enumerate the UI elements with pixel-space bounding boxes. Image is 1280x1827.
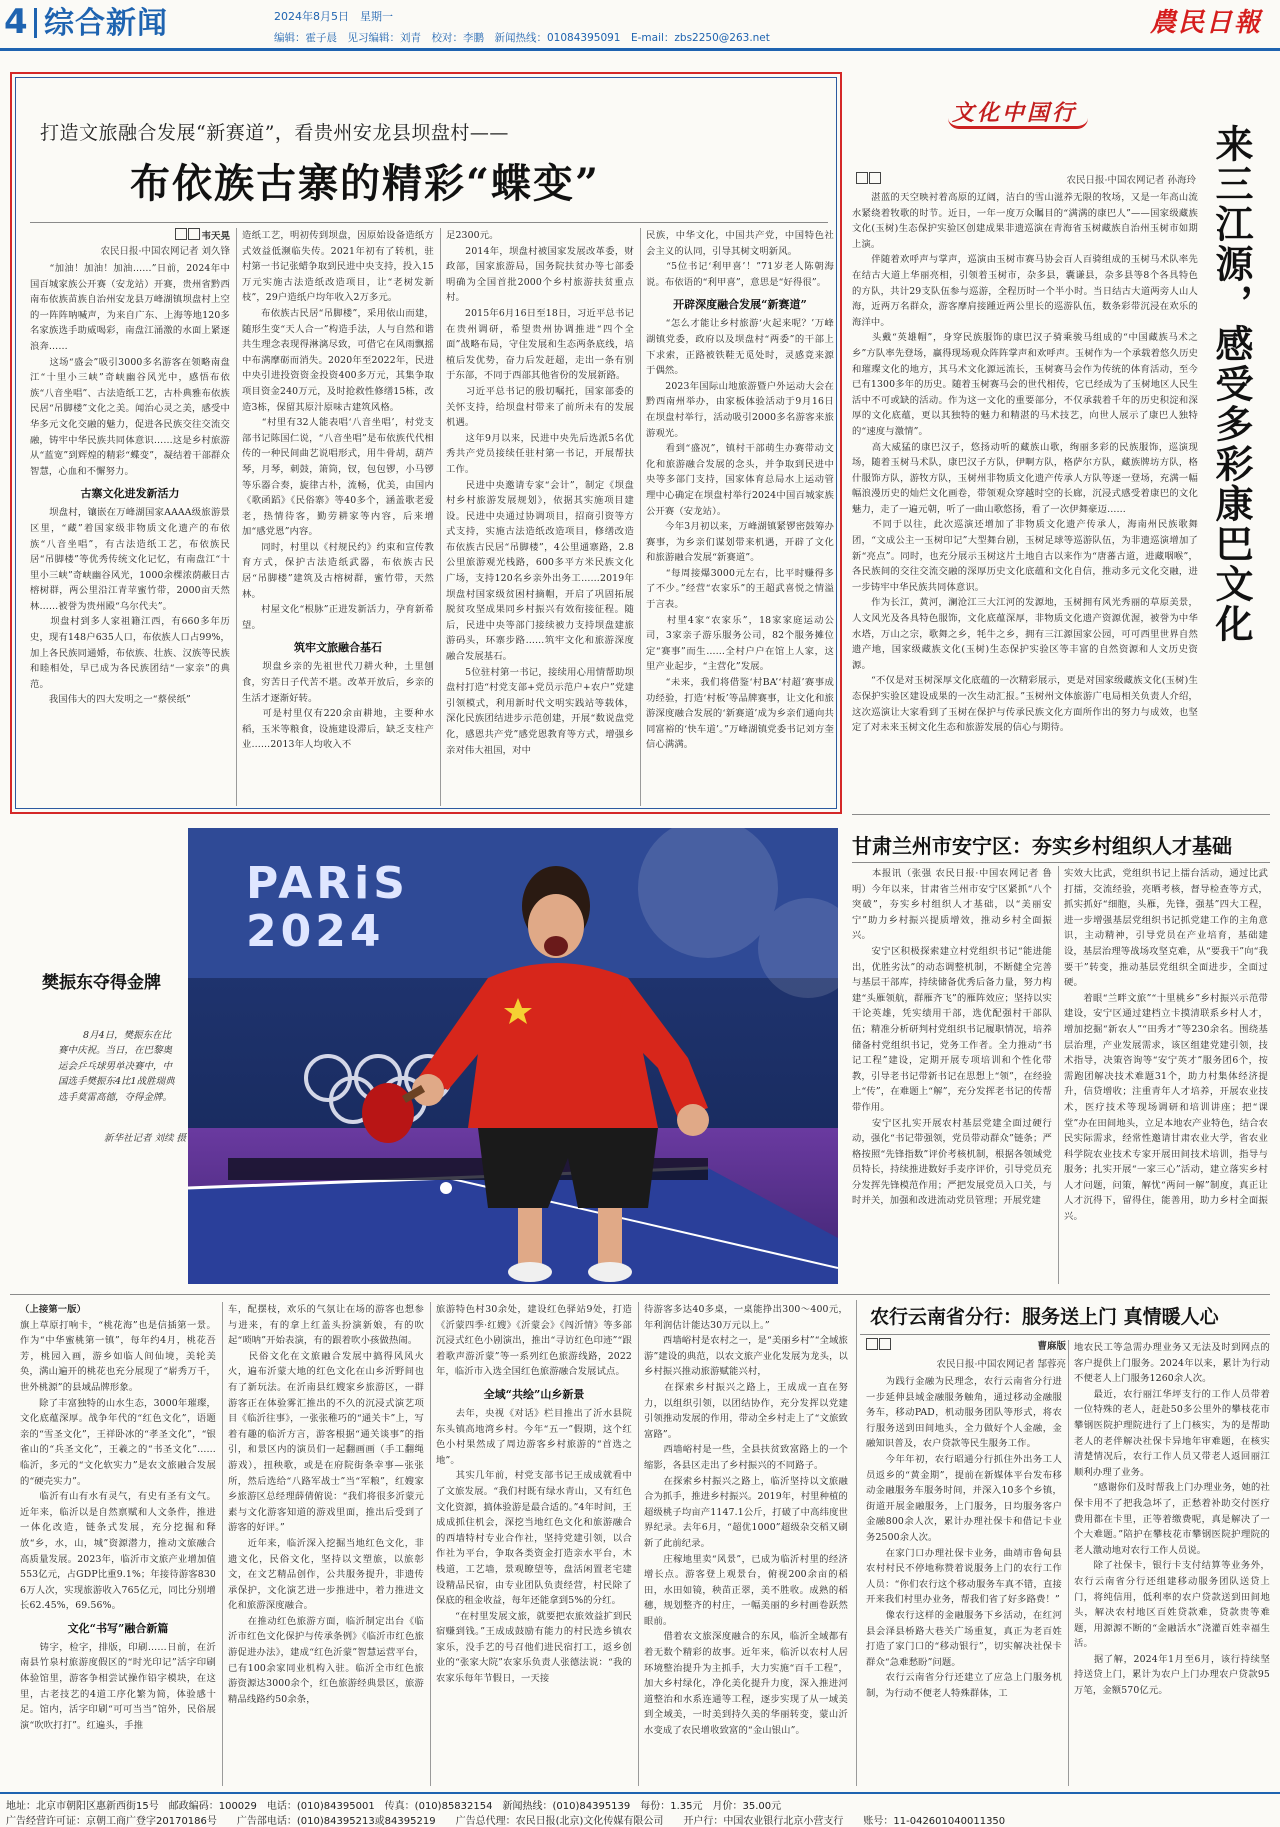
culture-logo-text: 文化中国行 <box>952 100 1078 126</box>
culture-body-col <box>852 190 1198 810</box>
lead-body-1b: 坝盘村，镶嵌在万峰湖国家AAAA级旅游景区里，“藏”着国家级非物质文化遗产的布依族“八音坐唱”，有古法造纸工艺，布依族民居“吊脚楼”等优秀传统文化记忆，有南盘江“十里小三峡”奇峡幽谷风光，1000余棵浓荫蔽日古榕树群，两公里沿江青苹蜜竹带，2000亩天然林……被誉为贵州殿“乌尔代夫”。 坝盘村到多人家祖籍江西，有660多年历史，现有148户635人口，布依族人口占99%，加上各民族同通婚，布依族、壮族、汉族等民族和睦相处，早已成为各民族团结“一家亲”的典范。 我国伟大的四大发明之一“蔡侯纸” <box>30 507 230 706</box>
lead-subhead-3: 开辟深度融合发展“新赛道” <box>673 298 807 312</box>
photo-caption-text: 8月4日，樊振东在比赛中庆祝。当日，在巴黎奥运会乒乓球男单决赛中，中国选手樊振东4比1战胜瑞典选手莫雷高德，夺得金牌。 <box>58 1029 175 1103</box>
yunnan-col-1 <box>866 1374 1062 1786</box>
cont-subhead-1: 文化“书写”融合新篇 <box>67 1621 169 1635</box>
cont-col-rule <box>222 1302 223 1786</box>
photo-caption <box>58 1012 176 1105</box>
culture-byline-text: 农民日报·中国农网记者 孙海玲 <box>1066 175 1196 186</box>
page-header <box>0 0 1280 56</box>
gansu-body-1: 本报讯（张强 农民日报·中国农网记者 鲁明）今年以来，甘肃省兰州市安宁区紧抓“八个突破”，夯实乡村组织人才基础，以“美丽安宁”助力乡村振兴提质增效，推动乡村全面振兴。 安宁区积极探索建立村党组织书记“能进能出，优胜劣汰”的动态调整机制，不断健全完善与基层干部库，持续储备优秀后备力量，努力构建“头雁领航，群雁齐飞”的雁阵效应；坚持以实干论英雄，凭实绩用干部，选优配强村干部队伍；精准分析研判村党组织书记履职情况，培养储备村党组织书记，党务工作者。全力推动“书记工程”建设，定期开展专项培训和个性化带教，引导老书记带新书记在思想上“领”，在经验上“传”，在难题上“解”，充分发挥老书记的传帮带作用。 安宁区扎实开展农村基层党建全面过硬行动，强化“书记带强领，党员带动群众”链条；严格按照“先锋指数”评价考核机制，根据各领域党员特长，持续推进数好手麦序评价，引导党员充分发挥先锋模范作用；严把发展党员入口关，与时并关，加强和改进流动党员管理；开展党建 <box>852 868 1052 1207</box>
culture-column-logo <box>948 96 1098 136</box>
photo-placeholder-box <box>879 1338 891 1350</box>
cont-body-4: 待游客多达40多桌，一桌能挣出300～400元，年利润估计能达30万元以上。” 西墙峪村是农村之一，是“美丽乡村”“全域旅游”建设的典范，以农文旅产业化发展为龙头，以乡村振兴推动旅游赋能兴村， 在探索乡村振兴之路上，王成成一直在努力，以组织引领，以团结协作，充分发挥以党建引领推动发展的作用，带动全乡村走上了“文旅致富路”。 西墙峪村是一些，全县扶贫致富路上的一个缩影，各县区走出了乡村振兴的不同路子。 <box>644 1304 848 1471</box>
cont-col-rule <box>638 1302 639 1786</box>
culture-bottom-rule <box>852 814 1270 815</box>
gansu-body-2: 实效大比武，党组织书记上擂台活动，通过比武打擂，交流经验，亮晒考核，督导检查等方式，抓实抓好“细胞，头雁，先锋，强基”四大工程，进一步增强基层党组织书记抓党建工作的主角意识，主动精神，引导党员在产业培育，基础建设，基层治理等战场攻坚克难，从“要我干”向“我要干”转变，推动基层党组织全面进步，全面过硬。 着眼“兰畔文旅”“十里桃乡”乡村振兴示范带建设，安宁区通过建档立卡摸清联系乡村人才，增加挖掘“新农人”“田秀才”等230余名。围绕基层治理，产业发展需求，该区组建党建引领，技术指导，决策咨询等“安宁英才”服务团6个，按需跑团解决技术难题31个，助力村集体经济提升，信贷增收；注重青年人才培养，开展农业技术，医疗技术等现场调研和培训讲座；把“课堂”办在田间地头，立足本地农产业特色，结合农民实际需求，经常性邀请甘肃农业大学，省农业科学院农业技术专家开展田间技术培训，指导与服务；扎实开展“一家三心”活动，建立落实乡村人才问题，问策，解忧“两问一解”制度，真正让人才沉得下，留得住，能善用，助力乡村全面振兴。 <box>1064 868 1268 1223</box>
photo-placeholder-box <box>175 228 187 240</box>
cont-body-1b: 铸字，检字，排版，印刷……日前，在沂南县竹泉村旅游度假区的“时光印记”活字印刷体验馆里，游客争相尝试操作铅字模块，在这里，古老技艺的4道工序化繁为简，体验感十足。馆内，活字印刷“可可当当”馆外，民俗展演“吹吹打打”。红遍头，手推 <box>20 1641 216 1731</box>
cont-col-3 <box>436 1302 632 1786</box>
photo-image <box>188 828 838 1284</box>
lead-col-rule <box>236 228 237 806</box>
lead-col-4 <box>646 228 834 808</box>
footer-rule <box>0 1792 1280 1794</box>
lead-col-1 <box>30 228 230 808</box>
yunnan-headline-rule <box>860 1334 1270 1335</box>
lead-byline-name <box>30 228 230 240</box>
lead-col-rule <box>640 228 641 806</box>
photo-placeholder-box <box>856 172 868 184</box>
mid-page-rule <box>10 1294 1270 1295</box>
cont-label: （上接第一版） <box>20 1304 87 1315</box>
lead-col-2 <box>242 228 434 808</box>
lead-body-2b: 坝盘乡亲的先祖世代刀耕火种，土里刨食，穷苦日子代苦不堪。改革开放后，乡亲的生活才逐渐好转。 可是村里仅有220余亩耕地，主要种水稻，玉米等粮食，设施建设滞后，缺乏支柱产业……2013年人均收入不 <box>242 661 434 751</box>
cont-col-2 <box>228 1302 424 1786</box>
cont-body-3: 旅游特色村30余处，建设红色驿站9处，打造《沂蒙四季·红嫂》《沂蒙会》《闯沂情》等多部沉浸式红色小剧演出，推出“寻访红色印迹”“跟着歌声游沂蒙”等一系列红色旅游线路，2022年，临沂市入选全国红色旅游融合发展试点。 <box>436 1304 632 1378</box>
lead-body-3: 足2300元。 2014年，坝盘村被国家发展改革委，财政部，国家旅游局，国务院扶贫办等七部委明确为全国首批2000个乡村旅游扶贫重点村。 2015年6月16日至18日，习近平总书记在贵州调研，希望贵州协调推进“四个全面”战略布局，守住发展和生态两条底线，培植后发优势，奋力后发赶超，走出一条有别于东部，不同于西部其他省份的发展新路。 习近平总书记的殷切嘱托，国家部委的关怀支持，给坝盘村带来了前所未有的发展机遇。 这年9月以来，民进中央先后选派5名优秀共产党员接续任驻村第一书记，开展帮扶工作。 民进中央邀请专家“会计”，制定《坝盘村乡村旅游发展规划》，依据其实施项目建设。民进中央通过协调项目，招商引资等方式支持，实施古法造纸改造项目，修缮改造布依族古民居“吊脚楼”，4公里通寨路，2.8公里旅游观光栈路，600多平方米民族文化广场，支持120名乡亲外出务工……2019年坝盘村国家级贫困村摘帽，开启了巩固拓展脱贫攻坚成果同乡村振兴有效衔接征程。随后，民进中央等部门接续被力支持坝盘建旅游码头，环寨步路……筑牢文化和旅游深度融合发展基石。 5位驻村第一书记，接续用心用情帮助坝盘村打造“村党支部+党员示范户+农户”党建引领模式，利用新时代文明实践站等载体，深化民族团结进步示范创建，开展“数说盘党化，感恩共产党”感党恩教育等方式，增强乡亲对伟大祖国，对中 <box>446 230 634 756</box>
cont-body-4b: 在探索乡村振兴之路上，临沂坚持以文旅融合为抓手，推进乡村振兴。2019年，村里种植的超级桃子均亩产1147.1公斤，打破了中高纬度世界纪录。去年6月，“超优1000”超级杂交稻又刷新了此前纪录。 庄稼地里卖“风景”，已成为临沂村里的经济增长点。游客登上观景台，俯视200余亩的稻田，水田如镜，秧苗正翠，美不胜收。成熟的稻穗，规划整齐的村庄，一幅美丽的乡村画卷跃然眼前。 借着农文旅深度融合的东风，临沂全域都有着无数个精彩的故事。近年来，临沂以农村人居环境整治提升为主抓手，大力实施“百千工程”，加大乡村绿化，净化美化提升力度，深入推进河道整治和水系连通等工程，逐步实现了从一域美到全域美，一时美到持久美的华丽转变，蒙山沂水变成了农民增收致富的“金山银山”。 <box>644 1475 848 1737</box>
photo-placeholder-box <box>869 172 881 184</box>
issue-date: 2024年8月5日 星期一 <box>274 10 393 23</box>
lead-col-rule <box>440 228 441 806</box>
lead-body-4b: “怎么才能让乡村旅游‘火起来呢？’万峰湖镇党委，政府以及坝盘村“两委”的干部上下求索，正路被铁鞋无觅处时，灵感竟来源于偶然。 2023年国际山地旅游暨户外运动大会在黔西南州举办，由家板体验活动于9月16日在坝盘村举行，活动吸引2000多名游客来旅游观光。 看到“盛况”，镇村干部萌生办赛带动文化和旅游融合发展的念头，并争取到民进中央等多部门支持，国家体育总局水上运动管理中心确定在坝盘村举行2024中国百城家族公开赛（安龙站）。 今年3月初以来，万峰湖镇紧锣密鼓筹办赛事，为乡亲们谋划带来机遇，开辟了文化和旅游融合发展“新赛道”。 “每周接爆3000元左右，比平时赚得多了不少。”经营“农家乐”的王超武喜悦之情溢于言表。 村里4家“农家乐”，18家家庭运动公司，3家亲子游乐服务公司，82个服务摊位定“赛事”而生……全村户户在馆上人家，这里产业起步，“主营化”发展。 “未来，我们将借鉴‘村BA’‘村超’赛事成功经验，打造‘村板’等品牌赛事，让文化和旅游深度融合发展的‘新赛道’成为乡亲们通向共同富裕的‘快车道’。”万峰湖镇党委书记刘方奎信心满满。 <box>646 318 834 751</box>
lead-kicker: 打造文旅融合发展“新赛道”，看贵州安龙县坝盘村—— <box>40 122 509 144</box>
cont-col-4 <box>644 1302 848 1786</box>
lead-body-4: 民族，中华文化，中国共产党，中国特色社会主义的认同，引导其树文明新风。 “5位书记‘利甲喜’！”71岁老人陈朝海说。布依语的“利甲喜”，意思是“好得很”。 <box>646 230 834 288</box>
yunnan-byline: 农民日报·中国农网记者 郜蓉亮 <box>936 1359 1066 1370</box>
yunnan-col-rule <box>1068 1340 1069 1786</box>
photo-credit: 新华社记者 刘续 摄 <box>103 1133 186 1144</box>
gansu-headline: 甘肃兰州市安宁区：夯实乡村组织人才基础 <box>852 834 1232 858</box>
photo-placeholder-box <box>188 228 200 240</box>
yunnan-left-rule <box>856 1300 857 1786</box>
cont-col-rule <box>430 1302 431 1786</box>
lead-body-2: 造纸工艺，明初传到坝盘，因原始设备造纸方式效益低濒临失传。2021年初有了转机，驻村第一书记张蜡争取到民进中央支持，投入15万元实施古法造纸改造项目，让“老树发新枝”，29户造纸户均年收入2万多元。 布依族古民居“吊脚楼”，采用依山而建，随形生变“天人合一”构造手法，人与自然和谐共生理念表现得淋漓尽致，可借它在风雨飘摇中布满摩砺而消失。2020年至2022年，民进中央引进投资资金投资400多万元，其集争取项目资金240万元，及时抢救性修缮15栋，改造3栋，保留其原汁原味古建筑风格。 “村里有32人能表唱‘八音坐唱’，村党支部书记陈国仁说，“八音坐唱”是布依族代代相传的一种民间曲艺说唱形式，用牛骨胡，葫芦琴，月琴，刺鼓，箫筒，钗，包包锣，小马锣等乐器合奏，旋律古朴，流畅，优美，由国内《歌函蹈》《民俗寨》等40多个，涵盖歌老爱老，热情待客，勤劳耕家等内容，后来增加“感党恩”内容。 同时，村里以《村规民约》约束和宣传教育方式，保护古法造纸武器，布依族古民居“吊脚楼”建筑及古榕树群，蜜竹带，天然林。 村屋文化“根脉”正进发新活力，孕育新希望。 <box>242 230 434 631</box>
yunnan-body-2: 地农民工等急需办理业务又无法及时到网点的客户提供上门服务。2024年以来，累计为行动不便老人上门服务1260余人次。 最近，农行丽江华坪支行的工作人员带着一位特殊的老人，赶赴50多公里外的攀枝花市攀钢医院护理院进行了上门核实，为的是帮助老人的老伴解决社保卡异地年审难题，在核实清楚情况后，农行工作人员又带老人返回丽江顺利办理了业务。 “感谢你们及时帮我上门办理业务，她的社保卡用不了把我急坏了，正愁着补助交付医疗费用都在卡里，正等着缴费呢，真是解决了一个大难题。”陪护在攀枝花市攀钢医院护理院的老人激动地对农行工作人员说。 除了社保卡，银行卡支付结算等业务外，农行云南省分行还组建移动服务团队送贷上门，将纯信用，低利率的农户贷款送到田间地头，解决农村地区百姓贷款难，贷款贵等难题，用源源不断的“金融活水”浇灌百姓幸福生活。 据了解，2024年1月至6月，该行持续坚持送贷上门，累计为农户上门办理农户贷款95万笔，金额570亿元。 <box>1074 1342 1270 1697</box>
cont-body-2: 车，配摆枝，欢乐的气氛让在场的游客也想参与进来，有的拿上红盖头扮演新娘，有的吹起“唢呐”开始表演，有的跟着吹小孩做热闹。 民俗文化在文旅融合发展中搞得风风火火，遍布沂蒙大地的红色文化在山乡沂野间也有了新玩法。在沂南县红嫂家乡旅游区，一群游客正在体验雾汇推出的不久的沉浸式演艺项目《临沂往事》，一张张稚巧的“通关卡”上，写着有趣的临沂方言，游客根据“通关谈事”的指引，和景区内的演员们一起翻画画（手工翻绳游戏），扭秧歌，或是在府院街条幸事—张张所，然后选给“八路军战士”当“军粮”，红嫂家乡旅游区总经理薛倩俯说：“我们将很多沂蒙元素与文化游客知道的游戏里面，推出后受到了游客的好评。” 近年来，临沂深入挖掘当地红色文化，非遗文化，民俗文化，坚持以文塑旅，以旅彰文，在文艺精品创作，公共服务提升，非遗传承保护，文化演艺进一步推进中，着力推进文化和旅游深度融合。 在推动红色旅游方面，临沂制定出台《临沂市红色文化保护与传承条例》《临沂市红色旅游促进办法》，建成“红色沂蒙”智慧运营平台，已有100余家同业机构入驻。临沂全市红色旅游资源达3000余个，红色旅游经典景区，旅游精品线路约50余条， <box>228 1304 424 1705</box>
paris-2024-banner: PARiS <box>246 858 409 909</box>
lead-headline-rule <box>30 222 828 223</box>
section-title: 综合新闻 <box>44 6 168 41</box>
footer-address: 地址：北京市朝阳区惠新西街15号 邮政编码：100029 电话：(010)84395001 传真：(010)85832154 新闻热线：(010)84395139 每份：1.35元 月价：35.00元 <box>6 1801 782 1812</box>
lead-subhead-1: 古寨文化进发新活力 <box>80 487 180 501</box>
reporter-name: 韦天晃 <box>201 231 230 242</box>
page-number-bar <box>34 8 37 38</box>
yunnan-headline: 农行云南省分行：服务送上门 真情暖人心 <box>870 1306 1219 1328</box>
lead-col-3 <box>446 228 634 808</box>
cont-subhead-2: 全域“共绘”山乡新景 <box>483 1387 585 1401</box>
masthead-logo: 農民日報 <box>1150 8 1263 38</box>
gansu-col-1 <box>852 866 1052 1286</box>
yunnan-body-1: 为践行金融为民理念，农行云南省分行进一步延伸县域金融服务触角，通过移动金融服务车，移动PAD，机动服务团队等形式，将农行服务送到田间地头，全力做好个人金融，金融知识普及，农户贷款等民生服务工作。 今年年初，农行昭通分行抓住外出务工人员返乡的“黄金期”，提前在新媒体平台发布移动金融服务车服务时间，并深入10多个乡镇，街道开展金融服务，上门服务，日均服务客户金融800余人次，累计办理社保卡和借记卡业务2500余人次。 在家门口办理社保卡业务，曲靖市鲁甸县农村村民不停地称赞着说服务上门的农行工作人员：“你们农行这个移动服务车真不错，直接开来我们村里办业务，帮我们省了好多路费！” 像农行这样的金融服务下乡活动，在红河县会泽县桥路大巷关广场重复，真正为老百姓打造了家门口的“移动银行”，切实解决社保卡群众“急难愁盼”问题。 农行云南省分行还建立了应急上门服务机制，为行动不便老人特殊群体，工 <box>866 1376 1062 1699</box>
gansu-col-rule <box>1058 866 1059 1284</box>
lead-headline: 布依族古寨的精彩“蝶变” <box>130 160 601 207</box>
footer-ad-info: 广告经营许可证：京朝工商广登字20170186号 广告部电话：(010)84395213或84395219 广告总代理：农民日报(北京)文化传媒有限公司 开户行：中国农业银行北京小营支行 账号：11-042601040011350 <box>6 1816 1006 1827</box>
page-number: 4 <box>4 2 28 42</box>
lead-byline-org: 农民日报·中国农网记者 刘久锋 <box>100 246 230 257</box>
header-rule <box>0 48 1280 51</box>
cont-col-1 <box>20 1302 216 1786</box>
photo-title: 樊振东夺得金牌 <box>42 973 161 993</box>
lead-subhead-2: 筑牢文旅融合基石 <box>294 641 382 655</box>
yunnan-reporter-name: 曹麻版 <box>1037 1341 1066 1352</box>
photo-placeholder-box <box>866 1338 878 1350</box>
gansu-col-2 <box>1064 866 1268 1286</box>
cont-body-3b: 去年，央视《对话》栏目推出了沂水县院东头镇高地湾乡村。今年“五一”假期，这个红色小村果然成了周边游客乡村旅游的“首选之地”。 其实几年前，村党支部书记王成成就看中了文旅发展。“我们村既有绿水青山，又有红色文化资源，搞体验游是最合适的。”4年时间，王成成抓住机会，深挖当地红色文化和旅游融合的西墙特村专业合作社，坚持党建引领，以合作社为平台，争取各类资金打造亲水平台，木栈道，工艺墙，景观瞭望等，盘活闲置老宅建设精品民宿，由专业团队负责经营，村民除了保底的租金收益，每年还能拿到5%的分红。 “在村里发展文旅，就要把农旅效益扩到民宿赚到钱。”王成成鼓励有能力的村民选乡镇农家乐，没手艺的号召他们进民宿打工，返乡创业的“张家大院”农家乐负责人张德法说：“我的农家乐每年节假日，一天接 <box>436 1407 632 1685</box>
editor-credits: 编辑：霍子晨 见习编辑：刘青 校对：李鹏 新闻热线：01084395091 E-mail：zbs2250@263.net <box>274 32 770 44</box>
cont-body-1: 旗上草原打响卡，“桃花海”也是信插第一景。作为“中华蜜桃第一镇”，每年约4月，桃花吾芳，桃园入画，游乡如临人间仙境，美轮美奂，满山遍开的桃花也充分展现了“崭秀万千，世外桃源”的县域品牌形象。 除了丰富独特的山水生态，3000年璀璨，文化底蕴深厚。战争年代的“红色文化”，语题亲的“雪圣文化”，王祥卧冰的“孝圣文化”，“银雀山的“兵圣文化”，王羲之的“书圣文化”……临沂，多元的“文化软实力”是农文旅融合发展的“硬壳实力”。 临沂有山有水有灵气，有史有圣有文气。近年来，临沂以是自然禀赋和人文条件，推进一体化改造，链条式发展，充分挖掘和释放“乡，水，山，城”资源潜力，推动文旅融合高质量发展。2023年，临沂市文旅产业增加值553亿元，占GDP比重9.1%；年接待游客8306万人次，实现旅游收入765亿元，同比分别增长62.45%，69.56%。 <box>20 1319 216 1612</box>
svg-text:2024: 2024 <box>246 906 385 957</box>
lead-body-1: “加油！加油！加油……”日前，2024年中国百城家族公开赛（安龙站）开赛，贵州省黔西南布依族苗族自治州安龙县万峰湖镇坝盘村上空的一阵阵呐喊声，为来自广东、上海等地120多名家族选手助威喝彩，南盘江涌激的水面上紧逐浪奔…… 这场“盛会”吸引3000多名游客在领略南盘江“十里小三峡”奇峡幽谷风光中，感悟布依族“八音坐唱”、古法造纸工艺，古朴典雅布依族民居“吊脚楼”文化之美。闻治心灵之美，感受中华多元文化交融的魅力，促进各民族交往交流交融，铸牢中华民族共同体意识……这是乡村旅游从“蓝宽”到辉煌的精彩“蝶变”，凝结着干部群众智慧，心血和不懈努力。 <box>30 263 230 477</box>
culture-vertical-title: 来三江源，感受多彩康巴文化 <box>1209 124 1254 644</box>
culture-body: 湛蓝的天空映衬着高原的辽阔，洁白的雪山滋养无限的牧场，又是一年高山流水紧绕着牧歌的时节。近日，一年一度万众瞩目的“满满的康巴人”——国家级藏族文化(玉树)生态保护实验区创建成果非遗巡演在青海省玉树藏族自治州玉树市如期上演。 伴随着欢呼声与掌声，巡演由玉树市赛马协会百人百骑组成的玉树马术队率先在结古大道上华丽亮相，引领着玉树市，杂多县，囊谦县，杂多县等8个各具特色的方队，共计29支队伍参与巡游，全程历时一个半小时。当日结古大道两旁人山人海，近两万名群众，游客摩肩接踵近两公里长的巡游队伍，数条彩带沉浸在欢乐的海洋中。 头戴“英雄帽”，身穿民族服饰的康巴汉子骑乘骏马组成的“中国藏族马术之乡”方队率先登场，赢得现场观众阵阵掌声和欢呼声。玉树作为一个承载着悠久历史和璀璨文化的地方，其马术文化源远流长，玉树赛马会作为传统的体育活动，至今已有1300多年的历史。随着玉树赛马会的世代相传，它已经成为了玉树地区人民生活中不可或缺的活动。作为这一文化的重要部分，不仅承载着千年的历史积淀和深厚的文化底蕴，更以其独特的魅力和精湛的马术技艺，向世人展示了康巴人独特的“速度与激情”。 高大威猛的康巴汉子，悠扬动听的藏族山歌，绚丽多彩的民族服饰，巡演现场，随着玉树马术队，康巴汉子方队，伊啊方队，格萨尔方队，藏族牌坊方队，格什服饰方队，游牧方队，玉树州非物质文化遗产传承人方队等逐一登场，充满一幅幅浪漫历史的灿烂文化画卷，带领观众穿越时空的长廊，沉浸式感受着康巴的文化魅力，走了一遍元朝，听了一曲山歌悠扬，看了一次伊舞豪迈…… 不同于以往，此次巡演还增加了非物质文化遗产传承人，海南州民族歌舞团，“文成公主一玉树印记”大型舞台剧，玉树足球等巡游队伍，为非遗巡演增加了新“亮点”。同时，也充分展示玉树这片土地自古以来作为“唐蕃古道，进藏咽喉”，各民族间的交往交流交融的深厚历史文化底蕴和文化自信，推动多元文化交融，进一步铸牢中华民族共同体意识。 作为长江，黄河，澜沧江三大江河的发源地，玉树拥有风光秀丽的草原美景，人文风光及各具特色服饰，文化底蕴深厚，非物质文化遗产资源优渥，被誉为中华水塔，万山之宗，歌舞之乡，牦牛之乡，拥有三江源国家公园，可可西里世界自然遗产地，国家级藏族文化(玉树)生态保护实验区等丰富的自然资源和人文历史资源。 “不仅是对玉树深厚文化底蕴的一次精彩展示，更是对国家级藏族文化(玉树)生态保护实验区建设成果的一次生动汇报。”玉树州文体旅游广电局相关负责人介绍，这次巡演让大家看到了玉树在保护与传承民族文化方面所作出的努力与成效，也坚定了对未来玉树文化生态和旅游发展的信心与期待。 <box>852 192 1198 734</box>
culture-byline <box>856 172 1196 186</box>
athlete-photo-graphic <box>188 828 838 1284</box>
yunnan-col-2 <box>1074 1340 1270 1786</box>
gansu-headline-rule <box>852 862 1270 863</box>
